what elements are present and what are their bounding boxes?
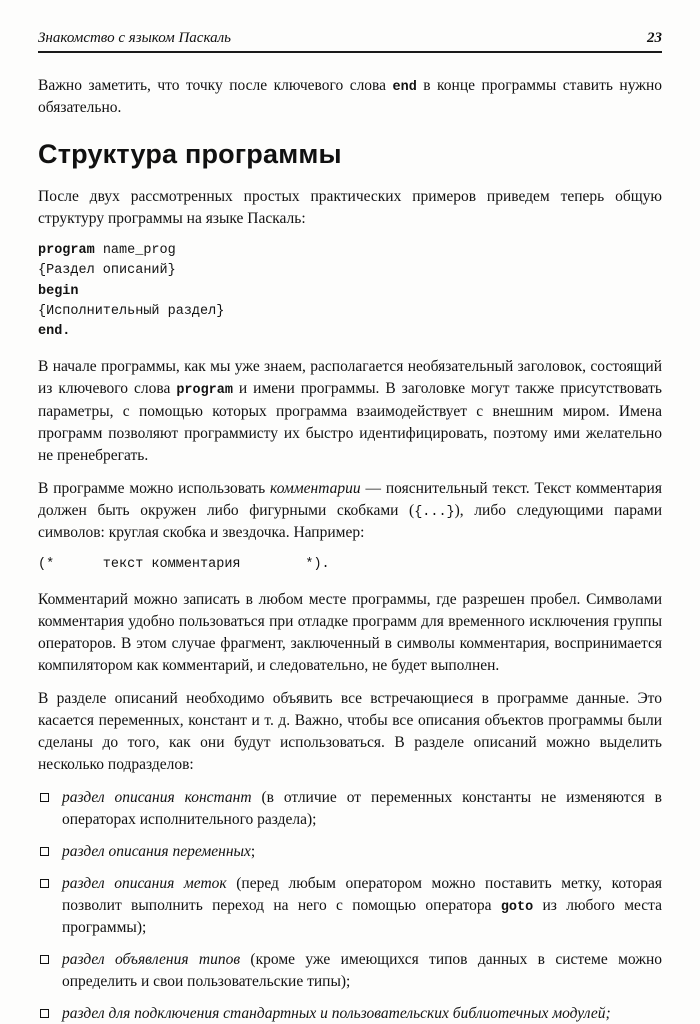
running-title: Знакомство с языком Паскаль (38, 30, 231, 46)
code-line: begin (38, 283, 79, 299)
list-item-text: раздел описания переменных; (62, 842, 256, 860)
list-item-text: раздел для подключения стандартных и пользовательских библиотечных модулей; (62, 1005, 611, 1023)
program-structure-code-block (38, 241, 662, 342)
list-item-text: раздел описания меток (перед любым оператором можно поставить метку, которая позволит выполнить переход на него с помощью оператора goto из любого места программы); (62, 874, 663, 937)
code-line: {Раздел описаний} (38, 263, 176, 279)
code-line: end. (38, 324, 71, 340)
header-rule (38, 51, 662, 53)
paragraph-structure: После двух рассмотренных простых практических примеров приведем теперь общую структуру программы на языке Паскаль: (38, 188, 662, 228)
code-line: {Исполнительный раздел} (38, 303, 225, 319)
running-head (38, 30, 662, 51)
declaration-subsections-list (38, 787, 662, 1024)
comment-example-code: (* текст комментария *). (38, 556, 330, 572)
list-item (38, 841, 662, 863)
square-bullet-icon (40, 793, 49, 802)
section-heading: Структура программы (38, 139, 342, 170)
list-item (38, 949, 662, 993)
list-item (38, 873, 662, 939)
square-bullet-icon (40, 847, 49, 856)
paragraph-intro: Важно заметить, что точку после ключевого слова end в конце программы ставить нужно обязательно. (38, 77, 662, 117)
paragraph-comment-usage: Комментарий можно записать в любом месте программы, где разрешен пробел. Символами комментария удобно пользоваться при отладке программ для временного исключения группы операторов. В этом случае фрагмент, заключенный в символы комментария, воспринимается компилятором как комментарий, и следовательно, не будет выполнен. (38, 590, 662, 674)
list-item (38, 787, 662, 831)
list-item-text: раздел описания констант (в отличие от переменных константы не изменяются в операторах исполнительного раздела); (62, 788, 663, 828)
square-bullet-icon (40, 1009, 49, 1018)
paragraph-comments: В программе можно использовать комментарии — пояснительный текст. Текст комментария должен быть окружен либо фигурными скобками ({...}), либо следующими парами символов: круглая скобка и звездочка. Например: (38, 479, 662, 541)
square-bullet-icon (40, 955, 49, 964)
square-bullet-icon (40, 879, 49, 888)
paragraph-declarations: В разделе описаний необходимо объявить все встречающиеся в программе данные. Это касается переменных, констант и т. д. Важно, чтобы все описания объектов программы были сделаны до того, как они будут использоваться. В разделе описаний можно выделить несколько подразделов: (38, 689, 662, 773)
list-item (38, 1003, 662, 1024)
page-number: 23 (647, 30, 662, 46)
paragraph-header-description: В начале программы, как мы уже знаем, располагается необязательный заголовок, состоящий из ключевого слова program и имени программы. В заголовке могут также присутствовать параметры, с помощью которых программа взаимодействует с внешним миром. Имена программ позволяют программисту их быстро идентифицировать, поэтому ими желательно не пренебрегать. (38, 358, 663, 464)
code-line: program name_prog (38, 243, 176, 259)
list-item-text: раздел объявления типов (кроме уже имеющихся типов данных в системе можно определить и свои пользовательские типы); (62, 951, 662, 991)
